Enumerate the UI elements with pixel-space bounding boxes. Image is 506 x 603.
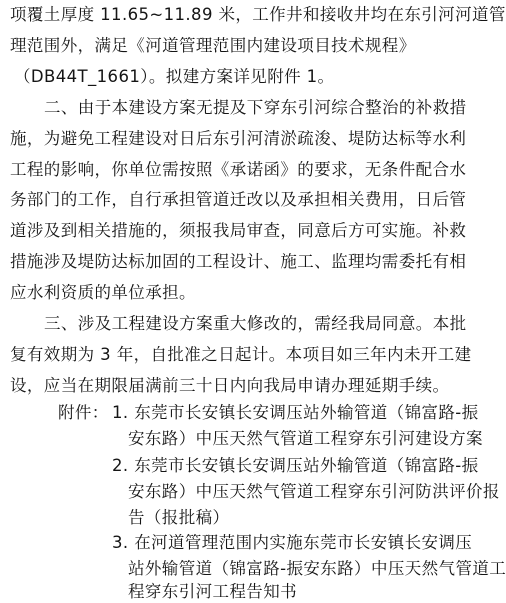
attachment-line: 2. 东莞市长安镇长安调压站外输管道（锦富路-振 — [112, 456, 479, 475]
attachment-line: 1. 东莞市长安镇长安调压站外输管道（锦富路-振 — [112, 403, 479, 422]
attachment-line: 告（报批稿） — [128, 508, 230, 527]
body-line: 应水利资质的单位承担。 — [10, 283, 196, 302]
body-line: 二、由于本建设方案无提及下穿东引河综合整治的补救措 — [44, 98, 467, 117]
body-line: 措施涉及堤防达标加固的工程设计、施工、监理均需委托有相 — [10, 252, 467, 271]
body-line: 工程的影响，你单位需按照《承诺函》的要求，无条件配合水 — [10, 160, 467, 179]
body-line: 复有效期为 3 年，自批准之日起计。本项目如三年内未开工建 — [10, 345, 472, 364]
attachment-line: 程穿东引河工程告知书 — [128, 582, 297, 601]
body-line: 道涉及到相关措施的，须报我局审查，同意后方可实施。补救 — [10, 221, 467, 240]
body-line: 设，应当在期限届满前三十日内向我局申请办理延期手续。 — [10, 376, 450, 395]
attachment-line: 站外输管道（锦富路-振安东路）中压天然气管道工 — [128, 559, 506, 578]
body-line: 项覆土厚度 11.65~11.89 米，工作井和接收井均在东引河河道管 — [10, 5, 506, 24]
attachment-line: 安东路）中压天然气管道工程穿东引河建设方案 — [128, 429, 483, 448]
attachment-line: 安东路）中压天然气管道工程穿东引河防洪评价报 — [128, 482, 500, 501]
attachments-label: 附件： — [58, 403, 109, 422]
body-line: 理范围外，满足《河道管理范围内建设项目技术规程》 — [10, 36, 416, 55]
body-line: 务部门的工作，自行承担管道迁改以及承担相关费用，日后管 — [10, 190, 467, 209]
body-line: 施，为避免工程建设对日后东引河清淤疏浚、堤防达标等水利 — [10, 129, 467, 148]
body-line: （DB44T_1661）。拟建方案详见附件 1。 — [14, 67, 335, 86]
attachment-line: 3. 在河道管理范围内实施东莞市长安镇长安调压 — [112, 533, 473, 552]
body-line: 三、涉及工程建设方案重大修改的，需经我局同意。本批 — [44, 314, 467, 333]
